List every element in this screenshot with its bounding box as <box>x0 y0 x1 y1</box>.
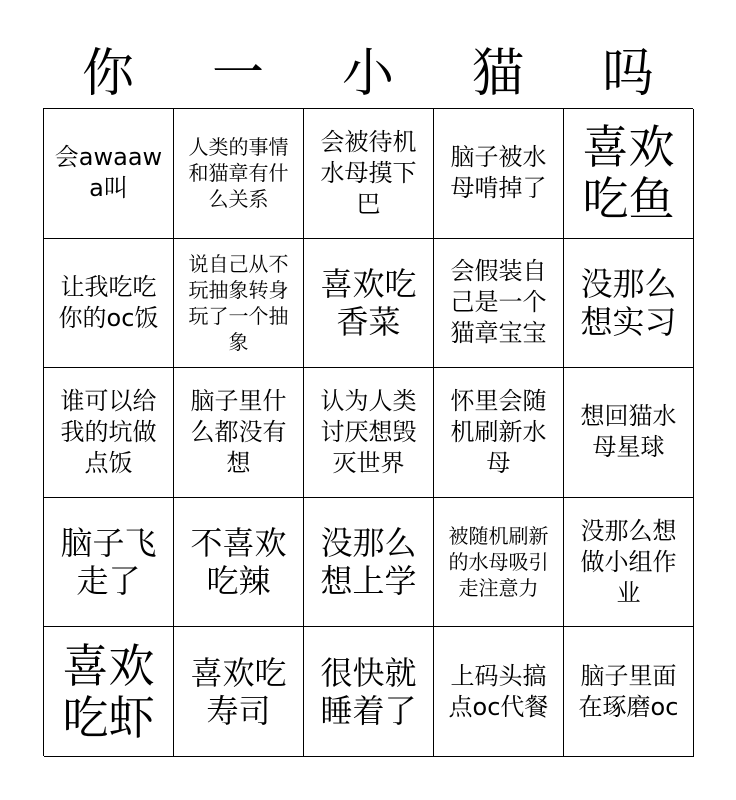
bingo-cell-text: 认为人类讨厌想毁灭世界 <box>320 386 417 477</box>
bingo-cell[interactable] <box>564 109 694 239</box>
bingo-title <box>43 40 693 108</box>
bingo-cell-text: 脑子飞走了 <box>60 524 157 601</box>
bingo-cell[interactable] <box>564 498 694 628</box>
bingo-cell[interactable] <box>44 498 174 628</box>
bingo-cell-text: 脑子里面在琢磨oc <box>578 661 679 721</box>
bingo-cell-text: 会假装自己是一个猫章宝宝 <box>450 257 547 348</box>
bingo-cell-text: 人类的事情和猫章有什么关系 <box>188 135 289 212</box>
bingo-cell[interactable] <box>174 498 304 628</box>
bingo-cell-text: 脑子里什么都没有想 <box>190 386 287 477</box>
title-char: 你 <box>81 44 134 104</box>
bingo-cell[interactable] <box>44 627 174 757</box>
bingo-cell-text: 会被待机水母摸下巴 <box>320 127 417 218</box>
title-char: 小 <box>341 44 394 104</box>
bingo-cell[interactable] <box>304 239 434 369</box>
bingo-cell[interactable] <box>434 498 564 628</box>
bingo-cell-text: 想回猫水母星球 <box>580 402 677 462</box>
bingo-cell[interactable] <box>564 239 694 369</box>
bingo-cell-text: 没那么想实习 <box>580 264 677 341</box>
bingo-cell-text: 很快就睡着了 <box>320 653 417 730</box>
bingo-grid <box>43 108 693 756</box>
bingo-cell-text: 怀里会随机刷新水母 <box>450 386 547 477</box>
bingo-cell[interactable] <box>304 498 434 628</box>
bingo-cell-text: 说自己从不玩抽象转身玩了一个抽象 <box>188 251 289 354</box>
bingo-cell-text: 会awaawa叫 <box>54 143 163 203</box>
bingo-cell-text: 上码头搞点oc代餐 <box>448 661 549 721</box>
bingo-cell-text: 喜欢吃虾 <box>62 638 155 745</box>
bingo-cell-text: 谁可以给我的坑做点饭 <box>60 386 157 477</box>
bingo-cell[interactable] <box>434 239 564 369</box>
bingo-cell-text: 喜欢吃寿司 <box>190 653 287 730</box>
bingo-cell[interactable] <box>304 109 434 239</box>
bingo-cell-text: 脑子被水母啃掉了 <box>450 143 547 203</box>
bingo-cell[interactable] <box>44 109 174 239</box>
bingo-cell[interactable] <box>434 109 564 239</box>
bingo-cell-text: 没那么想做小组作业 <box>580 516 677 607</box>
bingo-cell[interactable] <box>44 368 174 498</box>
bingo-cell[interactable] <box>564 627 694 757</box>
bingo-cell-text: 喜欢吃鱼 <box>582 120 675 227</box>
bingo-cell-text: 没那么想上学 <box>320 524 417 601</box>
bingo-cell[interactable] <box>174 109 304 239</box>
bingo-cell[interactable] <box>174 368 304 498</box>
bingo-cell[interactable] <box>304 627 434 757</box>
bingo-cell[interactable] <box>174 627 304 757</box>
bingo-cell-text: 被随机刷新的水母吸引走注意力 <box>448 524 549 601</box>
title-char: 猫 <box>471 44 524 104</box>
bingo-cell[interactable] <box>174 239 304 369</box>
bingo-cell[interactable] <box>564 368 694 498</box>
bingo-cell[interactable] <box>44 239 174 369</box>
bingo-cell-text: 不喜欢吃辣 <box>190 524 287 601</box>
title-char: 一 <box>211 44 264 104</box>
title-char: 吗 <box>601 44 654 104</box>
bingo-cell[interactable] <box>304 368 434 498</box>
bingo-cell[interactable] <box>434 627 564 757</box>
bingo-cell-text: 喜欢吃香菜 <box>320 264 417 341</box>
bingo-cell-text: 让我吃吃你的oc饭 <box>58 272 159 332</box>
bingo-cell[interactable] <box>434 368 564 498</box>
